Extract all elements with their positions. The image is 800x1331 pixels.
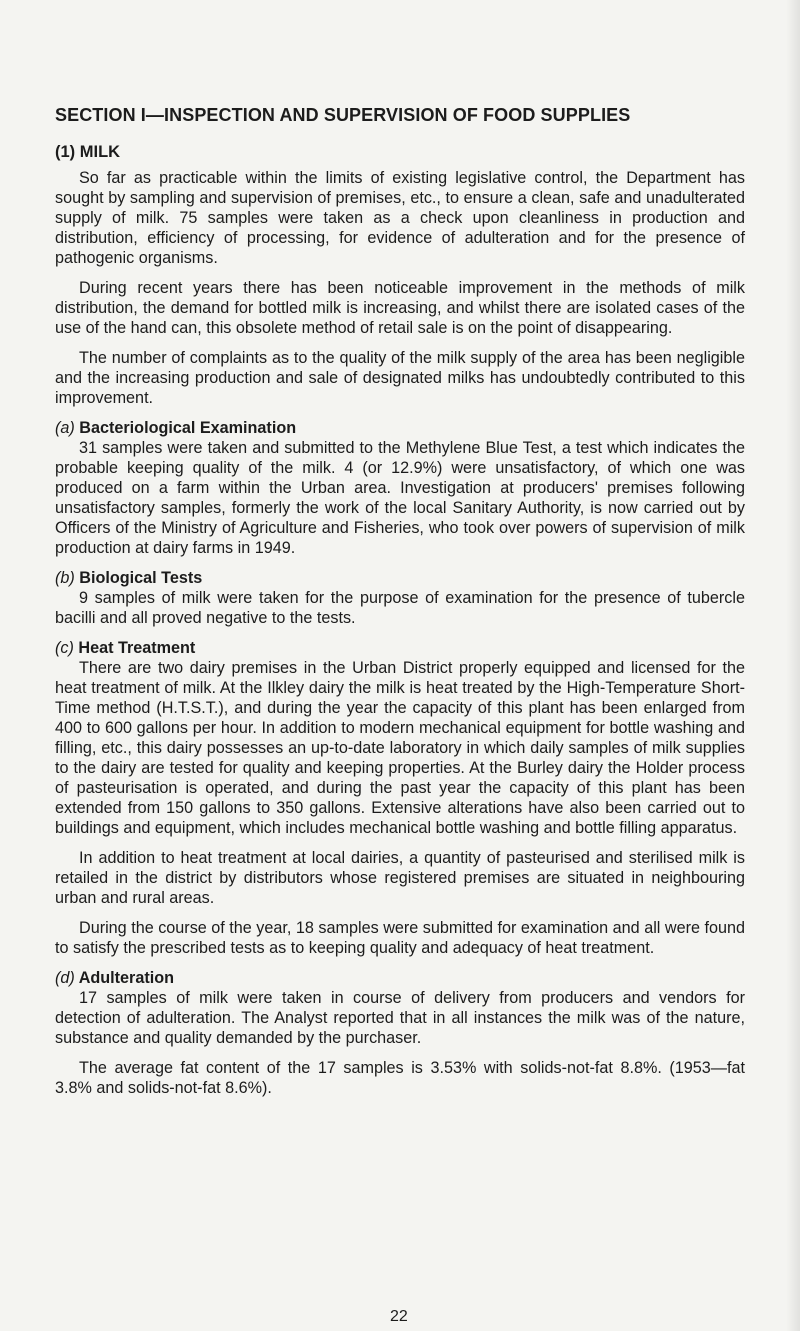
intro-paragraph-1: So far as practicable within the limits of existing legislative control, the Department has sought by sampling and supervision of premises, etc., to ensure a clean, safe and unadulterated supply of milk. 75 samples were taken as a check upon cleanliness in production and distribution, efficiency of processing, for evidence of adulteration and for the presence of pathogenic organisms. [55, 169, 745, 267]
subsection-c-paragraph-3: During the course of the year, 18 samples were submitted for examination and all were found to satisfy the prescribed tests as to keeping quality and adequacy of heat treatment. [55, 919, 745, 957]
subsection-c-heading [55, 638, 745, 658]
subsection-a-title: Bacteriological Examination [79, 419, 297, 437]
subsection-c-paragraph-2: In addition to heat treatment at local dairies, a quantity of pasteurised and sterilised milk is retailed in the district by distributors whose registered premises are situated in neighbouring urban and rural areas. [55, 849, 745, 907]
intro-paragraph-2: During recent years there has been noticeable improvement in the methods of milk distribution, the demand for bottled milk is increasing, and whilst there are isolated cases of the use of the hand can, this obsolete method of retail sale is on the point of disappearing. [55, 279, 745, 337]
subsection-a-letter: (a) [55, 419, 75, 437]
page-number: 22 [390, 1308, 408, 1325]
subsection-c-letter: (c) [55, 639, 74, 657]
intro-paragraph-3: The number of complaints as to the quality of the milk supply of the area has been negligible and the increasing production and sale of designated milks has undoubtedly contributed to this improvement. [55, 349, 745, 407]
subsection-d-letter: (d) [55, 969, 75, 987]
subsection-c-paragraph-1: There are two dairy premises in the Urban District properly equipped and licensed for the heat treatment of milk. At the Ilkley dairy the milk is heat treated by the High-Temperature Short-Time method (H.T.S.T.), and during the year the capacity of this plant has been enlarged from 400 to 600 gallons per hour. In addition to modern mechanical equipment for bottle washing and filling, etc., this dairy possesses an up-to-date laboratory in which daily samples of milk supplies to the dairy are tested for quality and keeping properties. At the Burley dairy the Holder process of pasteurisation is operated, and during the past year the capacity of this plant has been extended from 150 gallons to 350 gallons. Extensive alterations have also been carried out to buildings and equipment, which includes mechanical bottle washing and bottle filling apparatus. [55, 659, 745, 837]
subsection-b-title: Biological Tests [79, 569, 203, 587]
page-edge-shadow [786, 0, 800, 1331]
subsection-a-paragraph-1: 31 samples were taken and submitted to the Methylene Blue Test, a test which indicates the probable keeping quality of the milk. 4 (or 12.9%) were unsatisfactory, of which one was produced on a farm within the Urban area. Investigation at producers' premises following unsatisfactory samples, formerly the work of the local Sanitary Authority, is now carried out by Officers of the Ministry of Agriculture and Fisheries, who took over powers of supervision of milk production at dairy farms in 1949. [55, 439, 745, 557]
section-title: SECTION I—INSPECTION AND SUPERVISION OF FOOD SUPPLIES [55, 105, 631, 125]
subsection-a-heading [55, 418, 745, 438]
subsection-b-heading [55, 568, 745, 588]
milk-heading: (1) MILK [55, 143, 121, 161]
subsection-b-paragraph-1: 9 samples of milk were taken for the purpose of examination for the presence of tubercle bacilli and all proved negative to the tests. [55, 589, 745, 627]
subsection-c-title: Heat Treatment [78, 639, 196, 657]
subsection-b-letter: (b) [55, 569, 75, 587]
subsection-d-heading [55, 968, 745, 988]
subsection-d-paragraph-2: The average fat content of the 17 samples is 3.53% with solids-not-fat 8.8%. (1953—fat 3.8% and solids-not-fat 8.6%). [55, 1059, 745, 1097]
subsection-d-title: Adulteration [78, 969, 175, 987]
document-body [55, 104, 745, 1108]
subsection-d-paragraph-1: 17 samples of milk were taken in course of delivery from producers and vendors for detection of adulteration. The Analyst reported that in all instances the milk was of the nature, substance and quality demanded by the purchaser. [55, 989, 745, 1047]
